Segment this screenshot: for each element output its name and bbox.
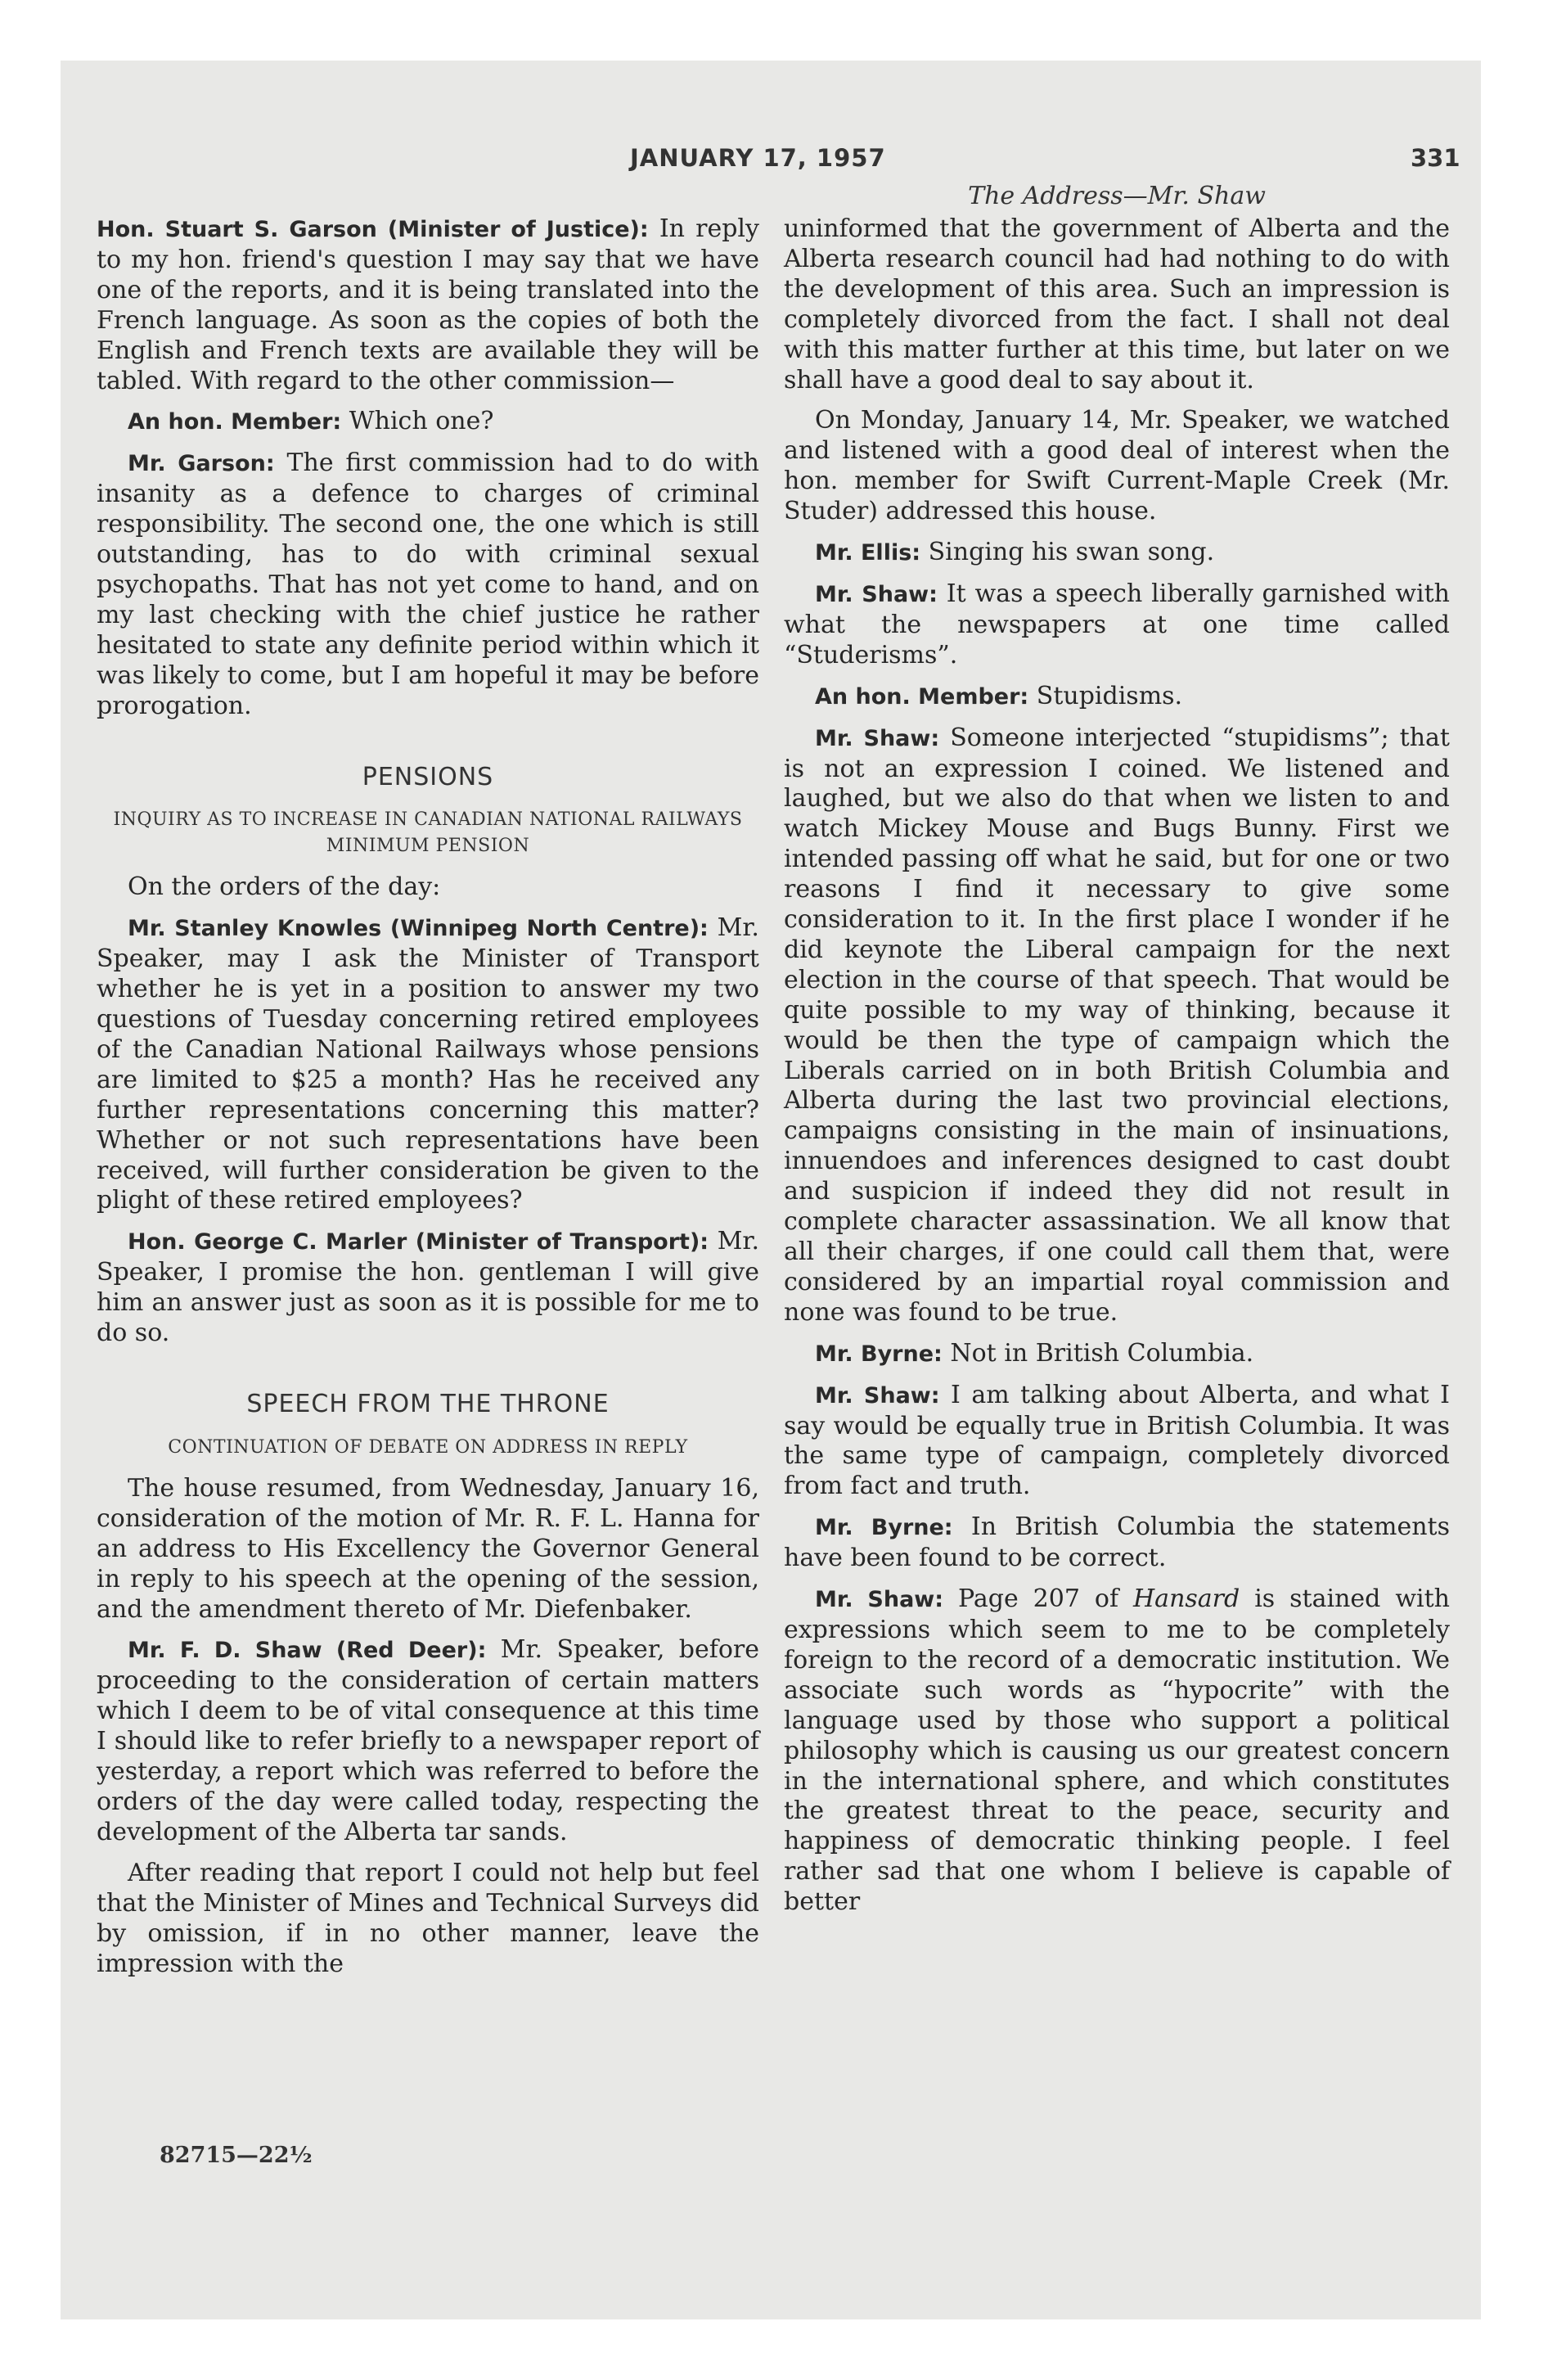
paragraph bbox=[784, 1339, 1450, 1370]
footer-code: 82715—22½ bbox=[160, 2143, 313, 2168]
speaker-name: Mr. Shaw: bbox=[815, 1382, 940, 1409]
paragraph-text: The house resumed, from Wednesday, January 16, consideration of the motion of Mr. R. F. L. Hanna for an address to His Excellency the Governor General in reply to his speech at the opening of the session, and the amendment thereto of Mr. Diefenbaker. bbox=[97, 1473, 759, 1624]
paragraph-text: After reading that report I could not help but feel that the Minister of Mines and Technical Surveys did by omission, if in no other manner, leave the impression with the bbox=[97, 1858, 759, 1978]
speaker-name: Mr. Garson: bbox=[128, 451, 275, 477]
paragraph bbox=[97, 214, 759, 396]
paragraph bbox=[784, 1381, 1450, 1503]
speaker-name: Hon. George C. Marler (Minister of Transport): bbox=[128, 1229, 709, 1255]
paragraph bbox=[784, 538, 1450, 569]
paragraph-text: It was a speech liberally garnished with what the newspapers at one time called “Studerisms”. bbox=[784, 579, 1450, 669]
speaker-name: Mr. Byrne: bbox=[815, 1341, 943, 1367]
speaker-name: Hon. Stuart S. Garson (Minister of Justice): bbox=[97, 217, 649, 242]
speaker-name: Mr. Shaw: bbox=[815, 725, 940, 751]
paragraph bbox=[97, 1227, 759, 1349]
paragraph-text: On the orders of the day: bbox=[128, 872, 441, 902]
paragraph bbox=[97, 872, 759, 903]
paragraph-text: is stained with expressions which seem to me to be completely foreign to the record of a democratic institution. We associate such words as “hypocrite” with the language used by those who support a political philosophy which is causing us our greatest concern in the international sphere, and which constitutes the greatest threat to the peace, security and happiness of democratic thinking people. I feel rather sad that one whom I believe is capable of better bbox=[784, 1584, 1450, 1917]
publication-title: Hansard bbox=[1133, 1584, 1240, 1614]
paragraph bbox=[97, 1859, 759, 1980]
paragraph-text: In reply to my hon. friend's question I may say that we have one of the reports, and it is being translated into the French language. As soon as the copies of both the English and French texts are available they will be tabled. With regard to the other commission— bbox=[97, 214, 759, 395]
paragraph-text: Which one? bbox=[349, 407, 494, 436]
paragraph-text: Someone interjected “stupidisms”; that is not an expression I coined. We listened and laughed, but we also do that when we listen to and watch Mickey Mouse and Bugs Bunny. First we intended passing off what he said, but for one or two reasons I find it necessary to give some consideration to it. In the first place I wonder if he did keynote the Liberal campaign for the next election in the course of that speech. That would be quite possible to my way of thinking, because it would be then the type of campaign which the Liberals carried on in both British Columbia and Alberta during the last two provincial elections, campaigns consisting in the main of insinuations, innuendoes and inferences designed to cast doubt and suspicion if indeed they did not result in complete character assassination. We all know that all their charges, if one could call them that, were considered by an impartial royal commission and none was found to be true. bbox=[784, 723, 1450, 1327]
paragraph bbox=[784, 682, 1450, 713]
speaker-name: Mr. Ellis: bbox=[815, 540, 921, 566]
left-column bbox=[97, 214, 759, 1990]
section-heading: PENSIONS bbox=[362, 762, 494, 791]
speaker-name: Mr. Byrne: bbox=[815, 1515, 953, 1541]
speaker-name: Mr. Shaw: bbox=[815, 1587, 944, 1613]
paragraph bbox=[97, 1635, 759, 1847]
right-column bbox=[784, 214, 1450, 1928]
paragraph-text: I am talking about Alberta, and what I say would be equally true in British Columbia. It was the same type of campaign, completely divorced from fact and truth. bbox=[784, 1380, 1450, 1501]
paragraph bbox=[784, 406, 1450, 527]
paragraph-text: On Monday, January 14, Mr. Speaker, we watched and listened with a good deal of interest when the hon. member for Swift Current-Maple Creek (Mr. Studer) addressed this house. bbox=[784, 406, 1450, 526]
speaker-name: Mr. F. D. Shaw (Red Deer): bbox=[128, 1638, 487, 1664]
paragraph-text: Not in British Columbia. bbox=[950, 1338, 1254, 1368]
speaker-name: An hon. Member: bbox=[128, 409, 342, 435]
paragraph-text: In British Columbia the statements have been found to be correct. bbox=[784, 1512, 1450, 1573]
paragraph-text: Page 207 of bbox=[958, 1584, 1119, 1614]
speaker-name: Mr. Shaw: bbox=[815, 581, 938, 607]
paragraph-text: Mr. Speaker, may I ask the Minister of Transport whether he is yet in a position to answer my two questions of Tuesday concerning retired employees of the Canadian National Railways whose pensions are limited to $25 a month? Has he received any further representations concerning this matter? Whether or not such representations have been received, will further consideration be given to the plight of these retired employees? bbox=[97, 913, 759, 1215]
paragraph bbox=[97, 1474, 759, 1625]
paragraph-text: Stupidisms. bbox=[1036, 681, 1183, 710]
paragraph-text: Mr. Speaker, before proceeding to the consideration of certain matters which I deem to be of vital consequence at this time I should like to refer briefly to a newspaper report of yesterday, a report which was referred to before the orders of the day were called today, respecting the development of the Alberta tar sands. bbox=[97, 1635, 759, 1846]
section-heading: SPEECH FROM THE THRONE bbox=[246, 1390, 610, 1418]
paragraph-text: Mr. Speaker, I promise the hon. gentleman I will give him an answer just as soon as it is possible for me to do so. bbox=[97, 1227, 759, 1348]
paragraph-text: Singing his swan song. bbox=[928, 538, 1215, 567]
paragraph bbox=[784, 1584, 1450, 1918]
paragraph bbox=[784, 723, 1450, 1328]
paragraph bbox=[97, 449, 759, 721]
speaker-name: An hon. Member: bbox=[815, 683, 1029, 710]
paragraph bbox=[784, 1512, 1450, 1574]
speaker-name: Mr. Stanley Knowles (Winnipeg North Centre): bbox=[128, 916, 709, 942]
paragraph bbox=[97, 913, 759, 1216]
section-subheading: INQUIRY AS TO INCREASE IN CANADIAN NATIONAL RAILWAYS MINIMUM PENSION bbox=[113, 809, 743, 857]
paragraph bbox=[784, 214, 1450, 395]
section-subheading: CONTINUATION OF DEBATE ON ADDRESS IN REPLY bbox=[168, 1436, 688, 1458]
page-number: 331 bbox=[1411, 144, 1460, 172]
paragraph-text: The first commission had to do with insanity as a defence to charges of criminal responsibility. The second one, the one which is still outstanding, has to do with criminal sexual psychopaths. That has not yet come to hand, and on my last checking with the chief justice he rather hesitated to state any definite period within which it was likely to come, but I am hopeful it may be before prorogation. bbox=[97, 449, 759, 720]
running-head: JANUARY 17, 1957 bbox=[630, 144, 886, 172]
paragraph bbox=[97, 407, 759, 438]
paragraph-text: uninformed that the government of Alberta and the Alberta research council had had nothing to do with the development of this area. Such an impression is completely divorced from the fact. I shall not deal with this matter further at this time, but later on we shall have a good deal to say about it. bbox=[784, 214, 1450, 394]
section-topic: The Address—Mr. Shaw bbox=[968, 182, 1266, 210]
paragraph bbox=[784, 579, 1450, 671]
